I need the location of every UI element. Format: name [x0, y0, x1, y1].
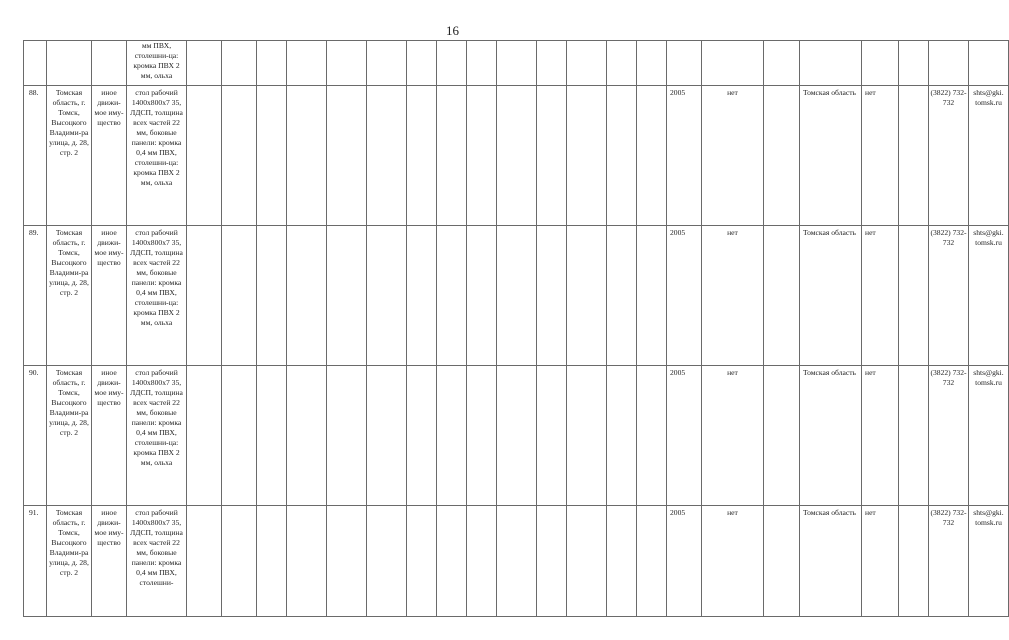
year-cell: 2005 [667, 86, 702, 226]
phone-cell: (3822) 732-732 [929, 226, 969, 366]
owner-region-cell: Томская область [800, 366, 862, 506]
encumbrance-cell: нет [702, 506, 764, 617]
address-cell: Томская область, г. Томск, Высоцкого Владими-ра улица, д. 28, стр. 2 [47, 226, 92, 366]
row-number-cell: 88. [24, 86, 47, 226]
owner-region-cell: Томская область [800, 506, 862, 617]
address-cell: Томская область, г. Томск, Высоцкого Владими-ра улица, д. 28, стр. 2 [47, 86, 92, 226]
status-cell: нет [862, 506, 899, 617]
page-number: 16 [446, 23, 459, 38]
description-cell: стол рабочий 1400х800х7 35, ЛДСП, толщина всех частей 22 мм, боковые панели: кромка 0,4 мм ПВХ, столешни- [127, 506, 187, 617]
encumbrance-cell: нет [702, 366, 764, 506]
encumbrance-cell: нет [702, 86, 764, 226]
year-cell: 2005 [667, 506, 702, 617]
description-cell: стол рабочий 1400х800х7 35, ЛДСП, толщина всех частей 22 мм, боковые панели: кромка 0,4 мм ПВХ, столешни-ца: кромка ПВХ 2 мм, ольха [127, 366, 187, 506]
year-cell: 2005 [667, 226, 702, 366]
property-type-cell: иное движи-мое иму-щество [92, 226, 127, 366]
email-cell: shts@gki. tomsk.ru [969, 86, 1009, 226]
status-cell: нет [862, 86, 899, 226]
table-row [24, 506, 1009, 617]
table-row-continuation [24, 41, 1009, 86]
table-row [24, 226, 1009, 366]
table-row [24, 86, 1009, 226]
property-type-cell: иное движи-мое иму-щество [92, 86, 127, 226]
property-type-cell: иное движи-мое иму-щество [92, 366, 127, 506]
row-number-cell: 91. [24, 506, 47, 617]
phone-cell: (3822) 732-732 [929, 366, 969, 506]
description-cell: стол рабочий 1400х800х7 35, ЛДСП, толщина всех частей 22 мм, боковые панели: кромка 0,4 мм ПВХ, столешни-ца: кромка ПВХ 2 мм, ольха [127, 226, 187, 366]
phone-cell: (3822) 732-732 [929, 506, 969, 617]
address-cell: Томская область, г. Томск, Высоцкого Владими-ра улица, д. 28, стр. 2 [47, 506, 92, 617]
email-cell: shts@gki. tomsk.ru [969, 366, 1009, 506]
encumbrance-cell: нет [702, 226, 764, 366]
row-number-cell: 90. [24, 366, 47, 506]
property-register-table [23, 40, 1009, 617]
owner-region-cell: Томская область [800, 226, 862, 366]
property-type-cell: иное движи-мое иму-щество [92, 506, 127, 617]
description-cell: стол рабочий 1400х800х7 35, ЛДСП, толщина всех частей 22 мм, боковые панели: кромка 0,4 мм ПВХ, столешни-ца: кромка ПВХ 2 мм, ольха [127, 86, 187, 226]
year-cell: 2005 [667, 366, 702, 506]
status-cell: нет [862, 366, 899, 506]
owner-region-cell: Томская область [800, 86, 862, 226]
email-cell: shts@gki. tomsk.ru [969, 226, 1009, 366]
table-row [24, 366, 1009, 506]
phone-cell: (3822) 732-732 [929, 86, 969, 226]
status-cell: нет [862, 226, 899, 366]
description-cell: мм ПВХ, столешни-ца: кромка ПВХ 2 мм, ольха [127, 41, 187, 86]
address-cell: Томская область, г. Томск, Высоцкого Владими-ра улица, д. 28, стр. 2 [47, 366, 92, 506]
email-cell: shts@gki. tomsk.ru [969, 506, 1009, 617]
row-number-cell: 89. [24, 226, 47, 366]
